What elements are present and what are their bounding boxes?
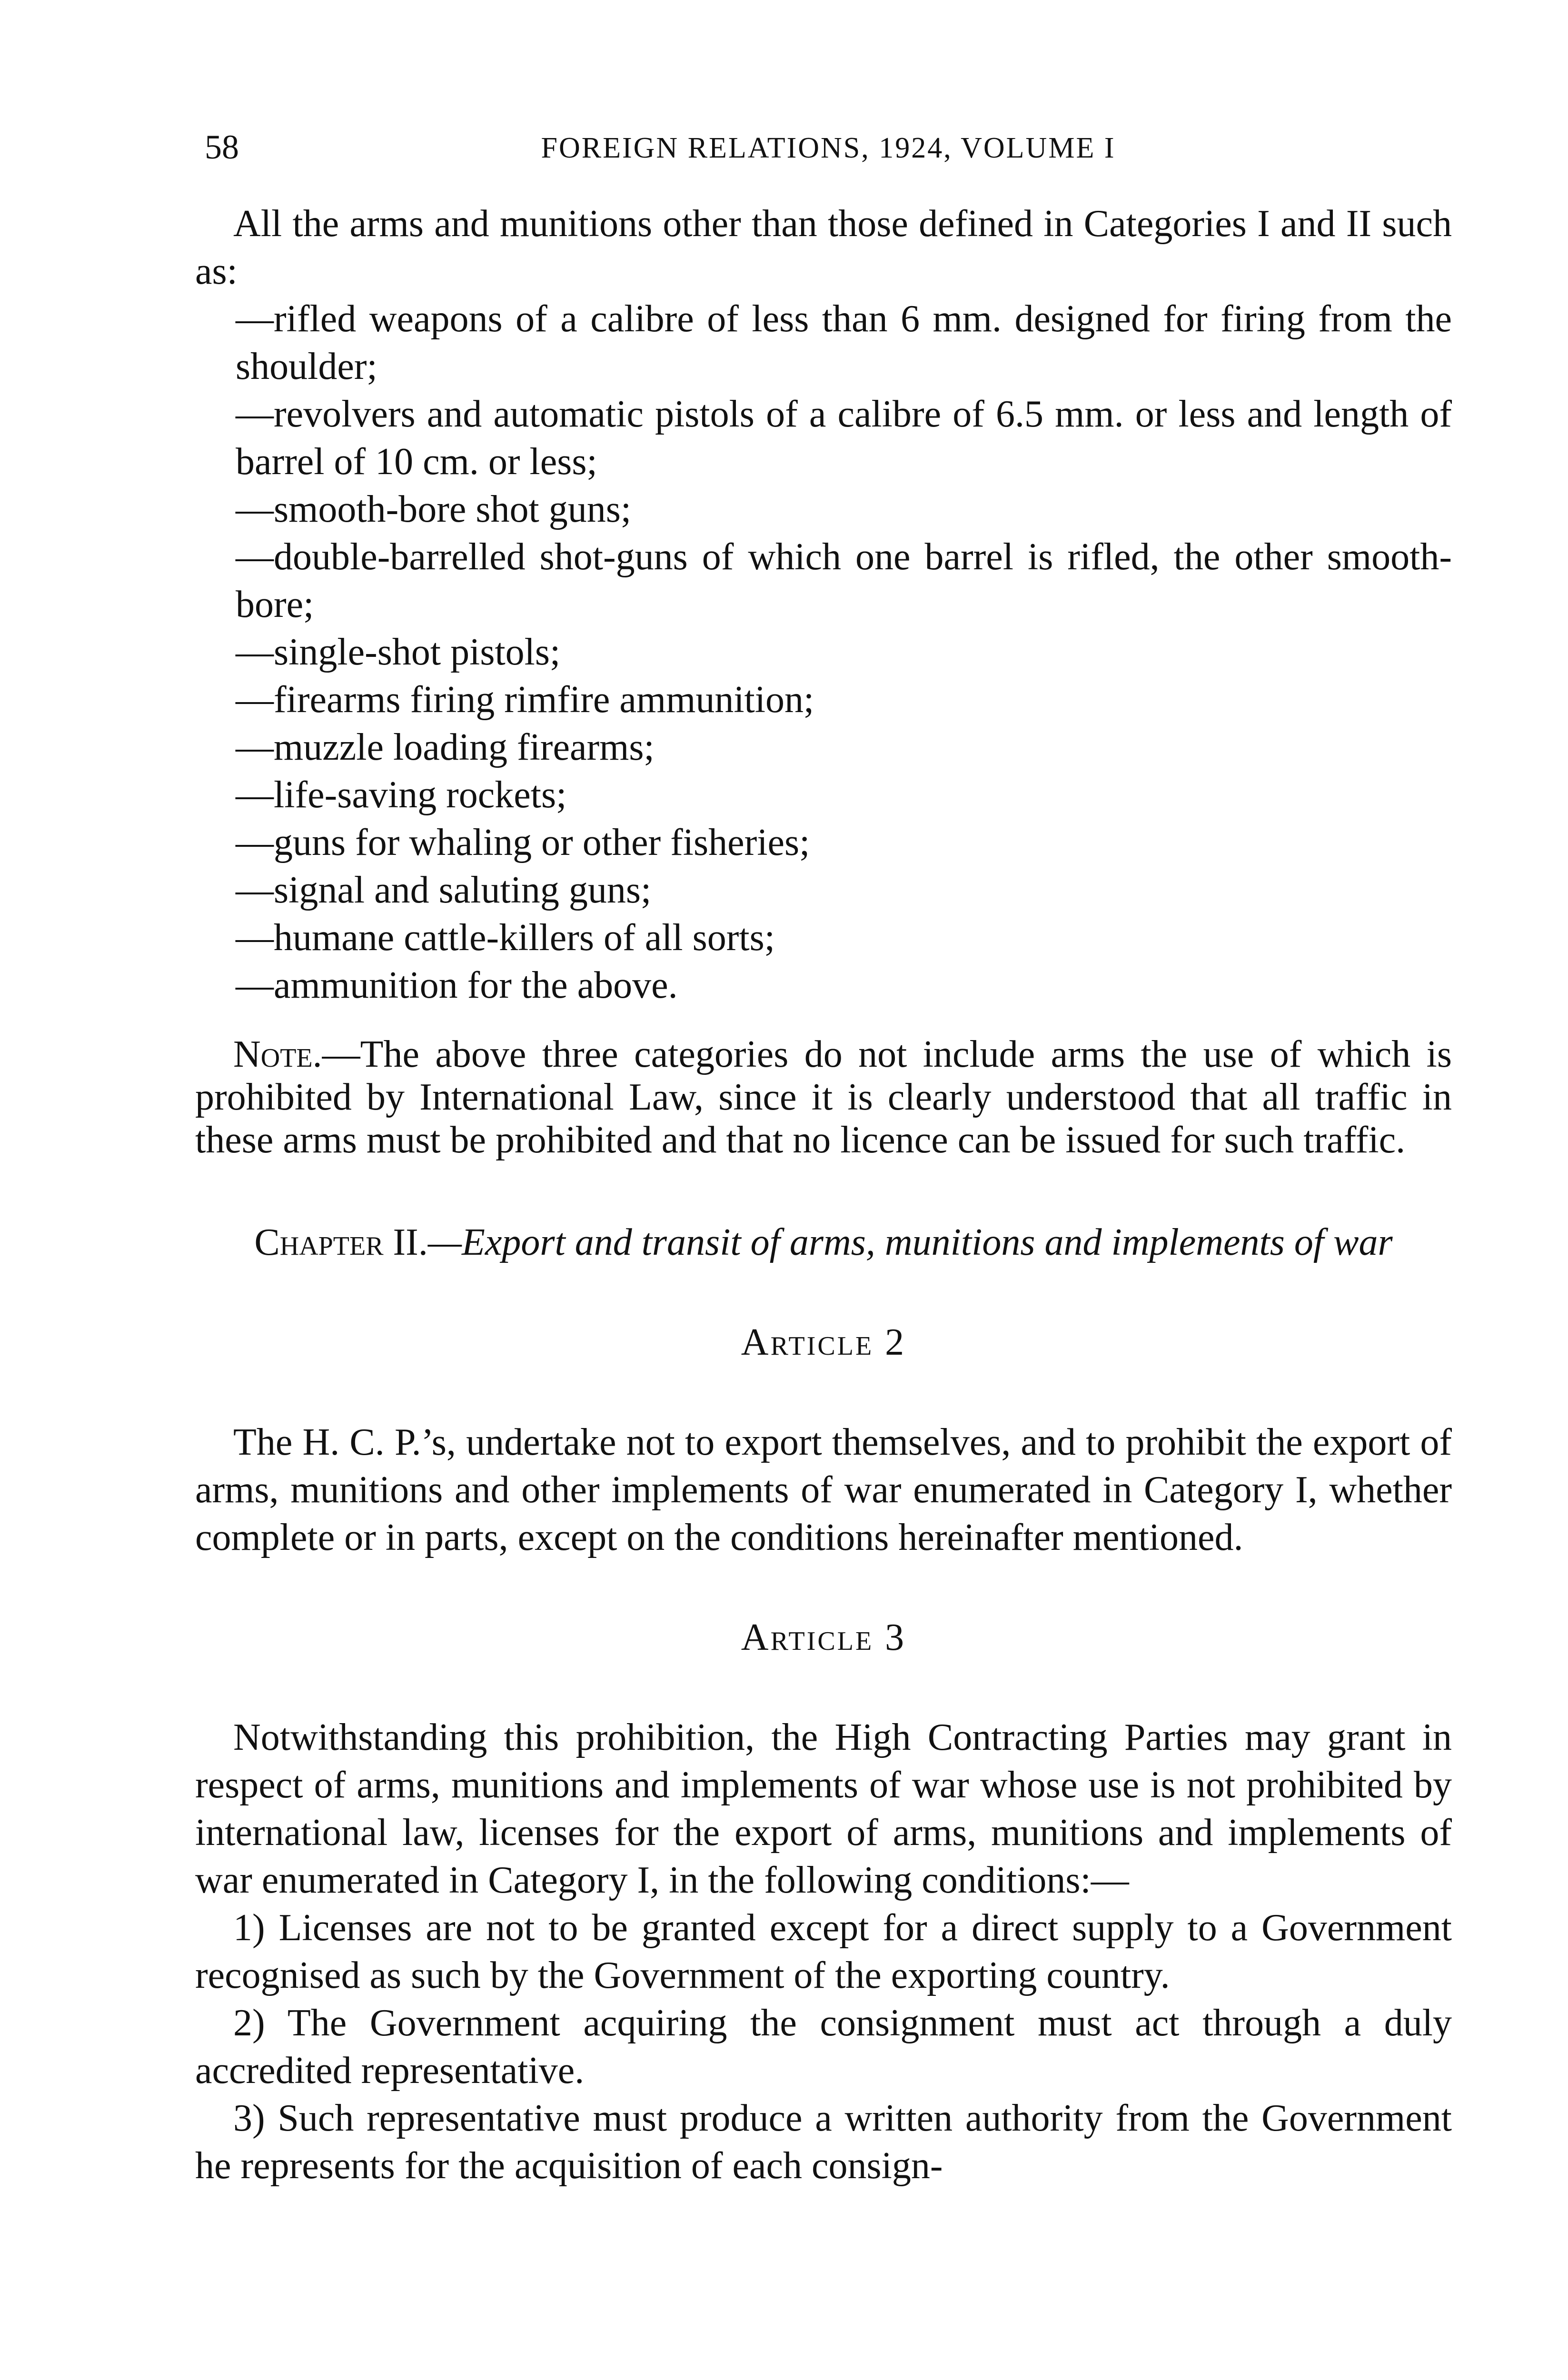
list-item: —ammunition for the above. (236, 964, 678, 1006)
article-3-intro: Notwithstanding this prohibition, the High Contracting Parties may grant in respect of arms, munitions and implements of war whose use is not prohibited by international law, licenses for the export of arms, munitions and implements of war enumerated in Category I, in the following conditions:— (195, 1716, 1452, 1901)
page-body (195, 200, 1452, 2190)
article-3-condition: 3) Such representative must produce a written authority from the Government he represents for the acquisition of each consign- (195, 2097, 1452, 2187)
list-item: —double-barrelled shot-guns of which one barrel is rifled, the other smooth-bore; (236, 536, 1452, 625)
category3-intro: All the arms and munitions other than those defined in Categories I and II such as: (195, 203, 1452, 292)
list-item: —revolvers and automatic pistols of a calibre of 6.5 mm. or less and length of barrel of 10 cm. or less; (236, 393, 1452, 483)
chapter-title: —Export and transit of arms, munitions and implements of war (427, 1221, 1393, 1263)
article-2-heading: Article 2 (741, 1321, 906, 1363)
category3-list (195, 295, 1452, 1009)
list-item: —life-saving rockets; (236, 774, 567, 816)
chapter-heading (195, 1219, 1452, 1266)
article-2-text: The H. C. P.’s, undertake not to export themselves, and to prohibit the export of arms, munitions and other implements of war enumerated in Category I, whether complete or in parts, except on the conditions hereinafter mentioned. (195, 1421, 1452, 1558)
article-3-condition: 2) The Government acquiring the consignment must act through a duly accredited representative. (195, 2002, 1452, 2092)
note-label: Note. (233, 1033, 322, 1075)
article-3-heading: Article 3 (741, 1616, 906, 1658)
running-head: FOREIGN RELATIONS, 1924, VOLUME I (541, 132, 1116, 164)
list-item: —muzzle loading firearms; (236, 726, 655, 768)
note-paragraph (195, 1033, 1452, 1161)
list-item: —humane cattle-killers of all sorts; (236, 917, 775, 959)
page-header (205, 128, 1452, 175)
list-item: —signal and saluting guns; (236, 869, 652, 911)
note-text: —The above three categories do not include arms the use of which is prohibited by International Law, since it is clearly understood that all traffic in these arms must be prohibited and that no licence can be issued for such traffic. (195, 1033, 1452, 1161)
list-item: —guns for whaling or other fisheries; (236, 822, 810, 863)
list-item: —rifled weapons of a calibre of less than 6 mm. designed for firing from the shoulder; (236, 298, 1452, 387)
article-3-condition: 1) Licenses are not to be granted except for a direct supply to a Government recognised as such by the Government of the exporting country. (195, 1907, 1452, 1996)
page-number: 58 (205, 128, 239, 166)
list-item: —smooth-bore shot guns; (236, 488, 632, 530)
chapter-label: Chapter II. (254, 1221, 428, 1263)
list-item: —single-shot pistols; (236, 631, 561, 673)
list-item: —firearms firing rimfire ammunition; (236, 679, 814, 721)
